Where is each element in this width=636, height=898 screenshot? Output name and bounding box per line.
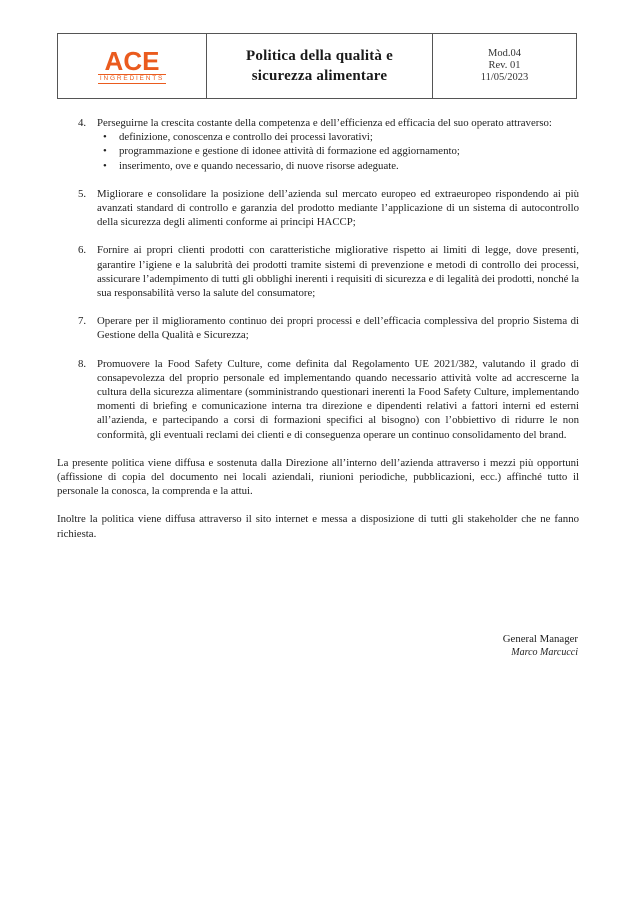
signature-block bbox=[503, 632, 578, 660]
bullet-list bbox=[97, 130, 579, 173]
item-text: Fornire ai propri clienti prodotti con caratteristiche migliorative rispetto ai limiti di legge, dove presenti, garantire l’igiene e la salubrità dei prodotti tramite sistemi di prevenzione e metodi di controllo dei processi, assicurare l’adempimento di tutti gli obblighi inerenti i requisiti di sicurezza e di legalità dei prodotti, nonché la sua responsabilità verso la salute del consumatore; bbox=[97, 244, 579, 300]
bullet-icon: • bbox=[103, 145, 107, 158]
item-number: 7. bbox=[78, 315, 87, 328]
bullet-icon: • bbox=[103, 131, 107, 144]
revision: Rev. 01 bbox=[488, 60, 521, 71]
item-number: 6. bbox=[78, 244, 87, 257]
revision-date: 11/05/2023 bbox=[480, 72, 529, 83]
document-body bbox=[57, 116, 579, 541]
bullet-item: • definizione, conoscenza e controllo dei processi lavorativi; bbox=[97, 130, 579, 144]
title-line-2: sicurezza alimentare bbox=[251, 68, 388, 84]
bullet-item: • programmazione e gestione di idonee attività di formazione ed aggiornamento; bbox=[97, 144, 579, 158]
list-item bbox=[57, 116, 579, 173]
title-line-1: Politica della qualità e bbox=[246, 48, 393, 64]
bullet-icon: • bbox=[103, 159, 107, 172]
item-text: Promuovere la Food Safety Culture, come definita dal Regolamento UE 2021/382, valutando il grado di consapevolezza del proprio personale ed implementando quando necessario attività volte ad accrescerne la cultura della sicurezza alimentare (somministrando questionari inerenti la Food Safety Culture, implementando momenti di briefing e comunicazione interna tra direzione e dipendenti relativi a fattori interni ed esterni all’azienda, e partecipando a corsi di formazioni specifici al bisogno) con l’obbiettivo di ridurre le non conformità, gli eventuali reclami dei clienti e di conseguenza operare un continuo consolidamento del brand. bbox=[97, 357, 579, 441]
item-number: 4. bbox=[78, 117, 87, 129]
list-item bbox=[57, 243, 579, 300]
document-title bbox=[207, 34, 433, 98]
logo-subtitle: INGREDIENTS bbox=[99, 74, 165, 82]
item-number: 8. bbox=[78, 357, 87, 370]
list-item bbox=[57, 314, 579, 342]
module-code: Mod.04 bbox=[488, 48, 521, 59]
document-header bbox=[57, 33, 577, 99]
company-logo bbox=[58, 34, 207, 98]
item-number: 5. bbox=[78, 187, 87, 200]
item-text: Migliorare e consolidare la posizione dell’azienda sul mercato europeo ed extraeuropeo rispondendo ai più avanzati standard di controllo e garanzia del prodotto mediante l’applicazione di un sistema di autocontrollo della sicurezza degli alimenti conforme ai principi HACCP; bbox=[97, 187, 579, 229]
signatory-role: General Manager bbox=[502, 633, 578, 645]
list-item bbox=[57, 357, 579, 442]
item-text: Operare per il miglioramento continuo dei propri processi e dell’efficacia complessiva del proprio Sistema di Gestione della Qualità e Sicurezza; bbox=[97, 315, 579, 342]
distribution-paragraph: La presente politica viene diffusa e sostenuta dalla Direzione all’interno dell’azienda attraverso i mezzi più opportuni (affissione di copia del documento nei locali aziendali, riunioni periodiche, pubblicazioni, ecc.) affinché tutto il personale la conosca, la comprenda e la attui. bbox=[57, 456, 579, 498]
item-text: Perseguirne la crescita costante della competenza e dell’efficienza ed efficacia del suo operato attraverso: bbox=[97, 117, 552, 129]
list-item bbox=[57, 187, 579, 230]
bullet-item: • inserimento, ove e quando necessario, di nuove risorse adeguate. bbox=[97, 159, 579, 173]
logo-wordmark: ACE bbox=[104, 45, 160, 76]
document-meta bbox=[433, 34, 576, 98]
website-paragraph: Inoltre la politica viene diffusa attraverso il sito internet e messa a disposizione di tutti gli stakeholder che ne fanno richiesta. bbox=[57, 513, 579, 540]
signatory-name: Marco Marcucci bbox=[511, 647, 578, 658]
